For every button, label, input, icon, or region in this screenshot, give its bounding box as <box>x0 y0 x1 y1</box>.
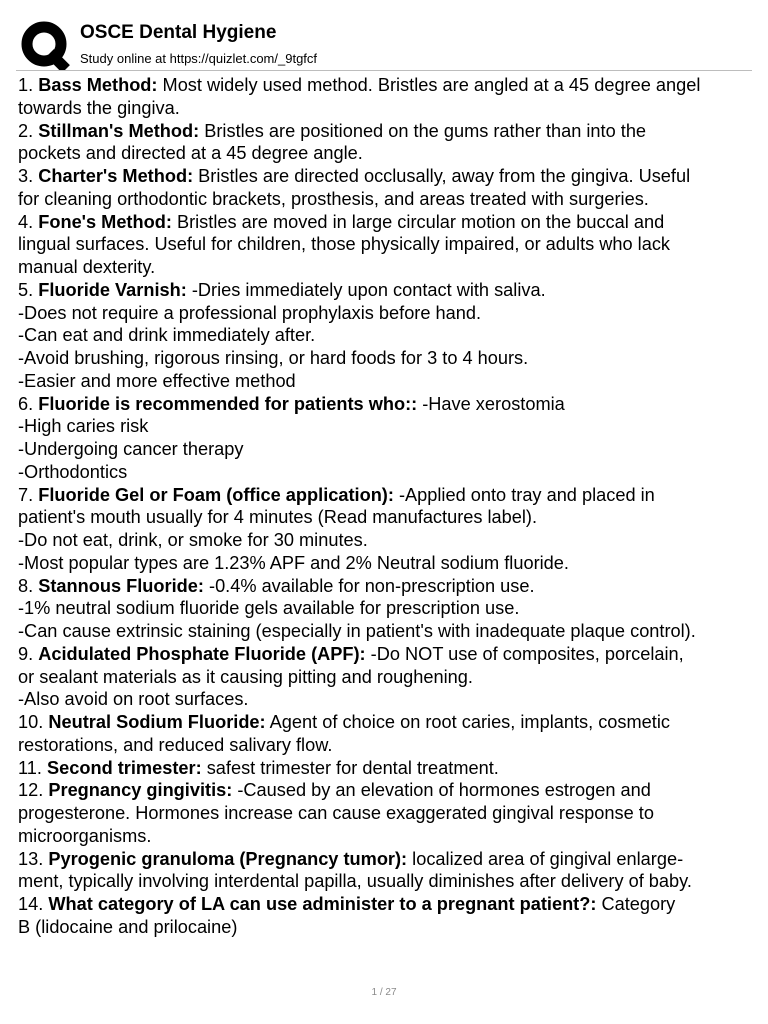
flashcard-item <box>18 893 752 939</box>
card-number: 3. <box>18 166 34 186</box>
flashcard-item <box>18 120 752 166</box>
card-definition-line: -Easier and more effective method <box>18 370 296 391</box>
card-number: 13. <box>18 848 44 869</box>
flashcard-item <box>18 643 752 711</box>
card-term: Neutral Sodium Fluoride: <box>48 712 266 732</box>
card-definition-line: towards the gingiva. <box>18 97 180 118</box>
card-number: 8. <box>18 575 34 596</box>
document-header <box>16 18 752 70</box>
card-definition: Category <box>596 894 676 914</box>
flashcard-item <box>18 393 752 484</box>
card-definition-line: -Also avoid on root surfaces. <box>18 689 249 710</box>
card-term: Pyrogenic granuloma (Pregnancy tumor): <box>48 848 408 869</box>
card-term: Pregnancy gingivitis: <box>48 780 233 801</box>
card-definition-line: -Undergoing cancer therapy <box>18 439 244 459</box>
card-term: Bass Method: <box>38 75 158 95</box>
page-indicator: 1 / 27 <box>371 987 397 998</box>
flashcard-item <box>18 575 752 643</box>
study-link-text: Study online at https://quizlet.com/_9tgfcf <box>80 51 318 66</box>
card-definition-line: -Avoid brushing, rigorous rinsing, or hard foods for 3 to 4 hours. <box>18 348 529 368</box>
card-number: 7. <box>18 484 34 505</box>
card-number: 5. <box>18 279 34 300</box>
flashcard-item <box>18 165 752 211</box>
card-number: 14. <box>18 894 44 914</box>
card-definition-line: manual dexterity. <box>18 257 156 277</box>
quizlet-q-logo-icon <box>20 20 70 70</box>
flashcard-item <box>18 279 752 393</box>
card-definition: localized area of gingival enlarge- <box>407 848 684 869</box>
card-number: 2. <box>18 120 34 141</box>
card-definition-line: B (lidocaine and prilocaine) <box>18 916 238 937</box>
card-definition-line: pockets and directed at a 45 degree angle. <box>18 143 363 164</box>
flashcard-item <box>18 848 752 894</box>
card-number: 4. <box>18 211 34 232</box>
card-term: What category of LA can use administer to a pregnant patient?: <box>48 894 597 914</box>
card-definition-line: restorations, and reduced salivary flow. <box>18 734 333 755</box>
card-definition-line: -Orthodontics <box>18 461 128 482</box>
card-number: 9. <box>18 643 34 664</box>
card-definition-line: ment, typically involving interdental papilla, usually diminishes after delivery of baby. <box>18 871 692 892</box>
card-definition-line: patient's mouth usually for 4 minutes (Read manufactures label). <box>18 507 538 528</box>
card-number: 10. <box>18 712 44 732</box>
card-term: Stillman's Method: <box>38 120 200 141</box>
flashcard-item <box>18 74 752 120</box>
card-term: Fluoride Gel or Foam (office application): <box>38 484 394 505</box>
card-definition: Most widely used method. Bristles are angled at a 45 degree angel <box>157 75 701 95</box>
card-definition-line: -Can cause extrinsic staining (especially in patient's with inadequate plaque control). <box>18 621 696 641</box>
card-number: 6. <box>18 393 34 414</box>
card-definition-line: -Do not eat, drink, or smoke for 30 minutes. <box>18 530 368 550</box>
card-definition-line: -Can eat and drink immediately after. <box>18 325 316 346</box>
card-definition: safest trimester for dental treatment. <box>201 757 499 778</box>
card-term: Acidulated Phosphate Fluoride (APF): <box>38 643 366 664</box>
card-term: Stannous Fluoride: <box>38 575 204 596</box>
card-definition: -0.4% available for non-prescription use. <box>203 575 535 596</box>
card-definition-line: -1% neutral sodium fluoride gels available for prescription use. <box>18 598 520 619</box>
card-term: Fluoride Varnish: <box>38 279 187 300</box>
card-number: 12. <box>18 780 44 801</box>
card-definition-line: -High caries risk <box>18 416 149 437</box>
card-definition: -Caused by an elevation of hormones estrogen and <box>232 780 651 801</box>
card-definition: -Dries immediately upon contact with saliva. <box>186 279 546 300</box>
card-number: 11. <box>18 757 42 778</box>
flashcard-list <box>18 74 752 939</box>
card-definition-line: microorganisms. <box>18 825 152 846</box>
flashcard-item <box>18 757 752 780</box>
card-definition: -Applied onto tray and placed in <box>393 484 655 505</box>
card-definition: Bristles are positioned on the gums rather than into the <box>199 120 647 141</box>
flashcard-item <box>18 711 752 757</box>
flashcard-item <box>18 211 752 279</box>
card-definition: -Do NOT use of composites, porcelain, <box>365 643 684 664</box>
card-number: 1. <box>18 75 34 95</box>
document-title: OSCE Dental Hygiene <box>80 22 277 43</box>
card-definition: -Have xerostomia <box>417 393 565 414</box>
card-definition-line: or sealant materials as it causing pitting and roughening. <box>18 666 473 687</box>
card-term: Second trimester: <box>47 757 202 778</box>
card-definition-line: -Does not require a professional prophylaxis before hand. <box>18 302 482 323</box>
card-definition: Bristles are moved in large circular motion on the buccal and <box>171 211 665 232</box>
card-definition-line: lingual surfaces. Useful for children, those physically impaired, or adults who lack <box>18 234 671 255</box>
card-definition: Bristles are directed occlusally, away from the gingiva. Useful <box>193 166 691 186</box>
card-term: Fluoride is recommended for patients who:: <box>38 393 418 414</box>
flashcard-item <box>18 779 752 847</box>
card-term: Fone's Method: <box>38 211 172 232</box>
card-definition-line: -Most popular types are 1.23% APF and 2% Neutral sodium fluoride. <box>18 552 569 573</box>
card-definition-line: progesterone. Hormones increase can cause exaggerated gingival response to <box>18 803 654 823</box>
card-definition: Agent of choice on root caries, implants, cosmetic <box>265 712 670 732</box>
card-definition-line: for cleaning orthodontic brackets, prosthesis, and areas treated with surgeries. <box>18 188 649 209</box>
card-term: Charter's Method: <box>38 166 194 186</box>
flashcard-item <box>18 484 752 575</box>
header-divider <box>16 70 752 71</box>
